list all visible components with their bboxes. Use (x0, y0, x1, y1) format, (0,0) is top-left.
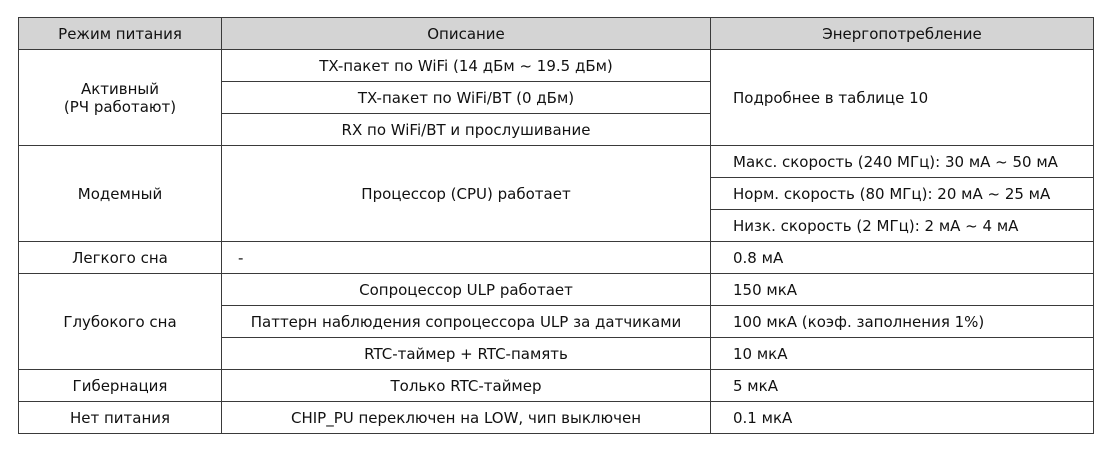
description-cell: CHIP_PU переключен на LOW, чип выключен (222, 402, 711, 434)
description-cell: Только RTC-таймер (222, 370, 711, 402)
header-description: Описание (222, 18, 711, 50)
consumption-cell: Низк. скорость (2 МГц): 2 мА ~ 4 мА (711, 210, 1094, 242)
description-cell: Паттерн наблюдения сопроцессора ULP за датчиками (222, 306, 711, 338)
mode-active-line2: (РЧ работают) (63, 97, 177, 116)
description-cell: Сопроцессор ULP работает (222, 274, 711, 306)
mode-light-sleep: Легкого сна (19, 242, 222, 274)
table-row (19, 370, 1094, 402)
header-consumption: Энергопотребление (711, 18, 1094, 50)
description-cell: TX-пакет по WiFi/BT (0 дБм) (222, 82, 711, 114)
consumption-cell: Подробнее в таблице 10 (711, 50, 1094, 146)
header-row (19, 18, 1094, 50)
header-mode: Режим питания (19, 18, 222, 50)
mode-active-line1: Активный (80, 79, 160, 98)
consumption-cell: 0.8 мА (711, 242, 1094, 274)
table-row (19, 242, 1094, 274)
mode-deep-sleep: Глубокого сна (19, 274, 222, 370)
mode-modem: Модемный (19, 146, 222, 242)
table-row (19, 402, 1094, 434)
power-modes-table (18, 17, 1094, 434)
table-row (19, 50, 1094, 82)
consumption-cell: 0.1 мкА (711, 402, 1094, 434)
mode-power-off: Нет питания (19, 402, 222, 434)
description-cell: RX по WiFi/BT и прослушивание (222, 114, 711, 146)
table-row (19, 146, 1094, 178)
consumption-cell: 150 мкА (711, 274, 1094, 306)
consumption-cell: 100 мкА (коэф. заполнения 1%) (711, 306, 1094, 338)
consumption-cell: 5 мкА (711, 370, 1094, 402)
table-row (19, 274, 1094, 306)
consumption-cell: 10 мкА (711, 338, 1094, 370)
consumption-cell: Норм. скорость (80 МГц): 20 мА ~ 25 мА (711, 178, 1094, 210)
description-cell: - (222, 242, 711, 274)
mode-hibernation: Гибернация (19, 370, 222, 402)
description-cell: TX-пакет по WiFi (14 дБм ~ 19.5 дБм) (222, 50, 711, 82)
description-cell: Процессор (CPU) работает (222, 146, 711, 242)
description-cell: RTC-таймер + RTC-память (222, 338, 711, 370)
mode-active (19, 50, 222, 146)
consumption-cell: Макс. скорость (240 МГц): 30 мА ~ 50 мА (711, 146, 1094, 178)
